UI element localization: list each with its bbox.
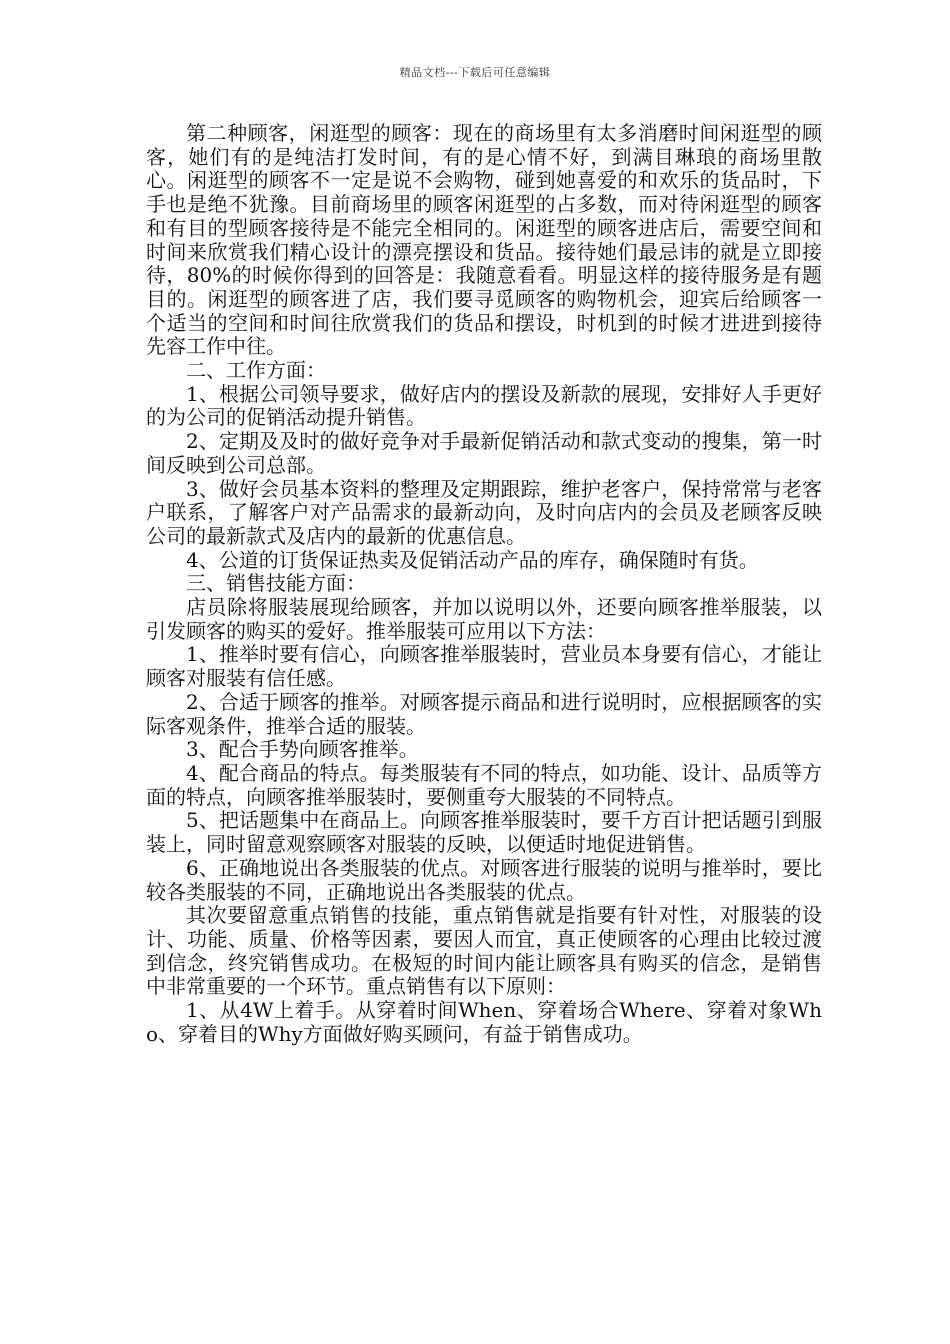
list-item-work-3: 3、做好会员基本资料的整理及定期跟踪，维护老客户，保持常常与老客户联系，了解客户对产品需求的最新动向，及时向店内的会员及老顾客反映公司的最新款式及店内的最新的优惠信息。 <box>146 476 822 548</box>
section-heading-work: 二、工作方面： <box>186 358 326 383</box>
list-item-recommend-1: 1、推举时要有信心，向顾客推举服装时，营业员本身要有信心，才能让顾客对服装有信任感。 <box>146 642 822 691</box>
list-item-recommend-2: 2、合适于顾客的推举。对顾客提示商品和进行说明时，应根据顾客的实际客观条件，推举合适的服装。 <box>146 689 822 738</box>
document-body <box>146 122 822 1046</box>
list-item-principle-1: 1、从4W上着手。从穿着时间When、穿着场合Where、穿着对象Who、穿着目的Why方面做好购买顾问，有益于销售成功。 <box>146 998 822 1046</box>
section-heading-sales-skills: 三、销售技能方面： <box>186 571 366 596</box>
paragraph-recommend-intro: 店员除将服装展现给顾客，并加以说明以外，还要向顾客推举服装，以引发顾客的购买的爱好。推举服装可应用以下方法： <box>146 595 822 643</box>
list-item-recommend-4: 4、配合商品的特点。每类服装有不同的特点，如功能、设计、品质等方面的特点，向顾客推举服装时，要侧重夸大服装的不同特点。 <box>146 760 822 809</box>
paragraph-key-selling: 其次要留意重点销售的技能，重点销售就是指要有针对性，对服装的设计、功能、质量、价格等因素，要因人而宜，真正使顾客的心理由比较过渡到信念，终究销售成功。在极短的时间内能让顾客具有购买的信念，是销售中非常重要的一个环节。重点销售有以下原则： <box>146 903 822 999</box>
list-item-work-2: 2、定期及及时的做好竞争对手最新促销活动和款式变动的搜集，第一时间反映到公司总部。 <box>146 429 822 477</box>
page-header: 精品文档---下载后可任意编辑 <box>399 66 551 79</box>
list-item-work-4: 4、公道的订货保证热卖及促销活动产品的库存，确保随时有货。 <box>186 547 759 572</box>
list-item-recommend-3: 3、配合手势向顾客推举。 <box>186 737 419 762</box>
list-item-recommend-5: 5、把话题集中在商品上。向顾客推举服装时，要千方百计把话题引到服装上，同时留意观察顾客对服装的反映，以便适时地促进销售。 <box>146 808 822 857</box>
paragraph-casual-customer: 第二种顾客，闲逛型的顾客：现在的商场里有太多消磨时间闲逛型的顾客，她们有的是纯洁打发时间，有的是心情不好，到满目琳琅的商场里散心。闲逛型的顾客不一定是说不会购物，碰到她喜爱的和欢乐的货品时，下手也是绝不犹豫。目前商场里的顾客闲逛型的占多数，而对待闲逛型的顾客和有目的型顾客接待是不能完全相同的。闲逛型的顾客进店后，需要空间和时间来欣赏我们精心设计的漂亮摆设和货品。接待她们最忌讳的就是立即接待，80%的时候你得到的回答是：我随意看看。明显这样的接待服务是有题目的。闲逛型的顾客进了店，我们要寻觅顾客的购物机会，迎宾后给顾客一个适当的空间和时间往欣赏我们的货品和摆设，时机到的时候才进进到接待先容工作中往。 <box>146 121 822 359</box>
list-item-work-1: 1、根据公司领导要求，做好店内的摆设及新款的展现，安排好人手更好的为公司的促销活动提升销售。 <box>146 381 822 430</box>
list-item-recommend-6: 6、正确地说出各类服装的优点。对顾客进行服装的说明与推举时，要比较各类服装的不同，正确地说出各类服装的优点。 <box>146 855 822 904</box>
